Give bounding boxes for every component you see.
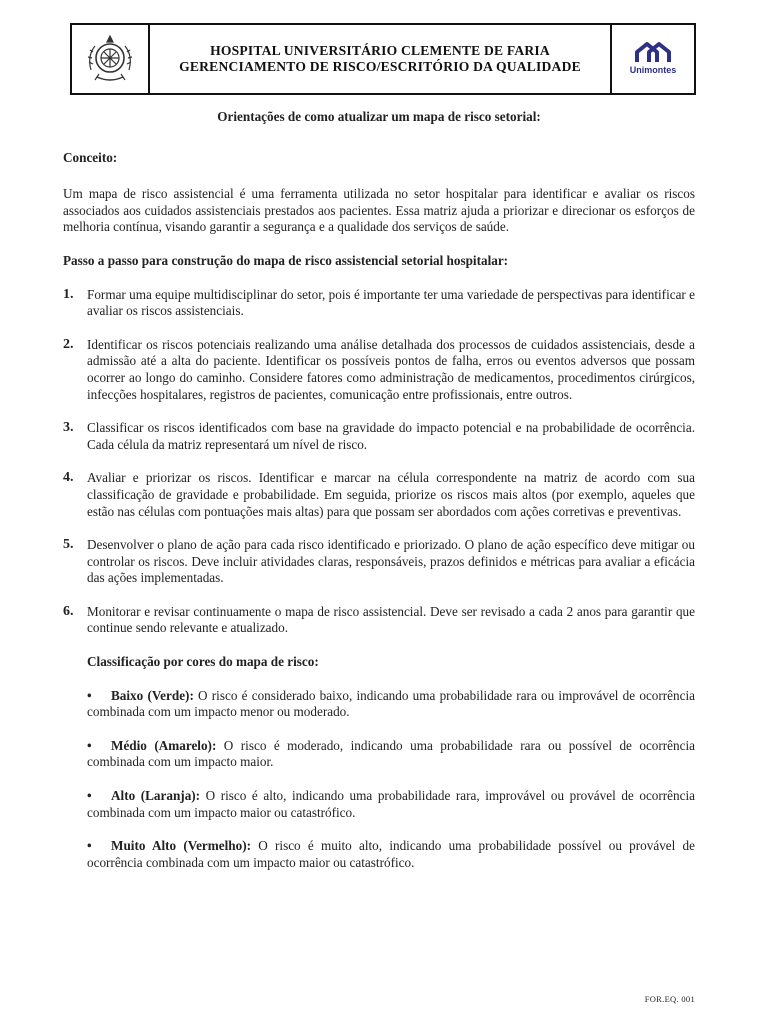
color-description: O risco é considerado baixo, indicando uma probabilidade rara ou improvável de ocorrência combinada com um impacto menor ou moderado. (87, 687, 695, 720)
color-label: Médio (Amarelo): (111, 737, 217, 753)
coat-of-arms-icon (81, 30, 139, 88)
color-label: Muito Alto (Vermelho): (111, 838, 251, 854)
concept-paragraph: Um mapa de risco assistencial é uma ferramenta utilizada no setor hospitalar para identificar e avaliar os riscos associados aos cuidados assistenciais prestados aos pacientes. Essa matriz ajuda a priorizar e direcionar os esforços de melhoria contínua, visando garantir a segurança e a qualidade dos serviços de saúde. (63, 186, 695, 235)
step-number: 3. (63, 420, 74, 436)
steps-list (63, 287, 695, 638)
color-description: O risco é alto, indicando uma probabilidade rara, improvável ou provável de ocorrência combinada com um impacto maior ou catastrófico. (87, 788, 695, 820)
university-name: Unimontes (629, 64, 677, 75)
list-item (63, 537, 695, 587)
step-number: 6. (63, 603, 74, 619)
step-text: Classificar os riscos identificados com base na gravidade do impacto potencial e na probabilidade de ocorrência. Cada célula da matriz representará um nível de risco. (87, 420, 695, 452)
step-text: Avaliar e priorizar os riscos. Identificar e marcar na célula correspondente na matriz de acordo com sua classificação de gravidade e probabilidade. Em seguida, priorize os riscos mais altos (por exemplo, aqueles que estão nas células com pontuações mais altas) para que possam ser abordados com ações corretivas e preventivas. (87, 470, 695, 519)
hospital-name: HOSPITAL UNIVERSITÁRIO CLEMENTE DE FARIA (210, 43, 550, 58)
steps-heading: Passo a passo para construção do mapa de risco assistencial setorial hospitalar: (63, 252, 509, 268)
department-name: GERENCIAMENTO DE RISCO/ESCRITÓRIO DA QUALIDADE (179, 59, 581, 74)
university-logo-cell (610, 25, 694, 93)
list-item (63, 470, 695, 520)
color-item-medium (87, 738, 695, 771)
step-number: 5. (63, 537, 74, 553)
bullet-icon: • (87, 838, 92, 854)
step-text: Monitorar e revisar continuamente o mapa de risco assistencial. Deve ser revisado a cada 2 anos para garantir que continue sendo relevante e atualizado. (87, 603, 695, 636)
bullet-icon: • (87, 687, 92, 703)
list-item (63, 337, 695, 403)
university-tagline (653, 75, 654, 79)
step-text: Formar uma equipe multidisciplinar do setor, pois é importante ter uma variedade de perspectivas para identificar e avaliar os riscos assistenciais. (87, 286, 695, 319)
color-label: Alto (Laranja): (111, 788, 201, 804)
step-number: 1. (63, 286, 74, 302)
color-label: Baixo (Verde): (111, 687, 194, 703)
bullet-icon: • (87, 737, 92, 753)
coat-of-arms-cell (72, 25, 150, 93)
step-number: 2. (63, 336, 74, 352)
bullet-icon: • (87, 788, 92, 804)
unimontes-logo-icon (631, 40, 675, 66)
color-description: O risco é moderado, indicando uma probabilidade rara ou possível de ocorrência combinada com um impacto maior. (87, 737, 695, 770)
list-item (63, 287, 695, 320)
step-text: Identificar os riscos potenciais realizando uma análise detalhada dos processos de cuidados assistenciais, desde a admissão até a alta do paciente. Identificar os possíveis pontos de falha, erros ou eventos adversos que possam ocorrer ao longo do caminho. Considere fatores como administração de medicamentos, procedimentos cirúrgicos, infecções hospitalares, registros de pacientes, comunicação entre profissionais, entre outros. (87, 336, 695, 402)
color-item-high (87, 788, 695, 821)
document-body (63, 109, 695, 871)
document-header (70, 23, 696, 95)
colors-heading: Classificação por cores do mapa de risco: (87, 654, 319, 670)
list-item (63, 604, 695, 637)
list-item (63, 420, 695, 453)
color-item-low (87, 688, 695, 721)
color-item-very-high (87, 838, 695, 871)
color-description: O risco é muito alto, indicando uma probabilidade possível ou provável de ocorrência combinada com um impacto maior ou catastrófico. (87, 838, 696, 870)
step-text: Desenvolver o plano de ação para cada risco identificado e priorizado. O plano de ação específico deve mitigar ou controlar os riscos. Deve incluir atividades claras, responsáveis, prazos definidos e métricas para avaliar a eficácia das ações implementadas. (87, 537, 695, 586)
form-code: FOR.EQ. 001 (644, 994, 695, 1004)
page-title: Orientações de como atualizar um mapa de risco setorial: (217, 109, 541, 124)
step-number: 4. (63, 470, 74, 486)
header-title (150, 25, 610, 93)
concept-heading: Conceito: (63, 149, 118, 165)
